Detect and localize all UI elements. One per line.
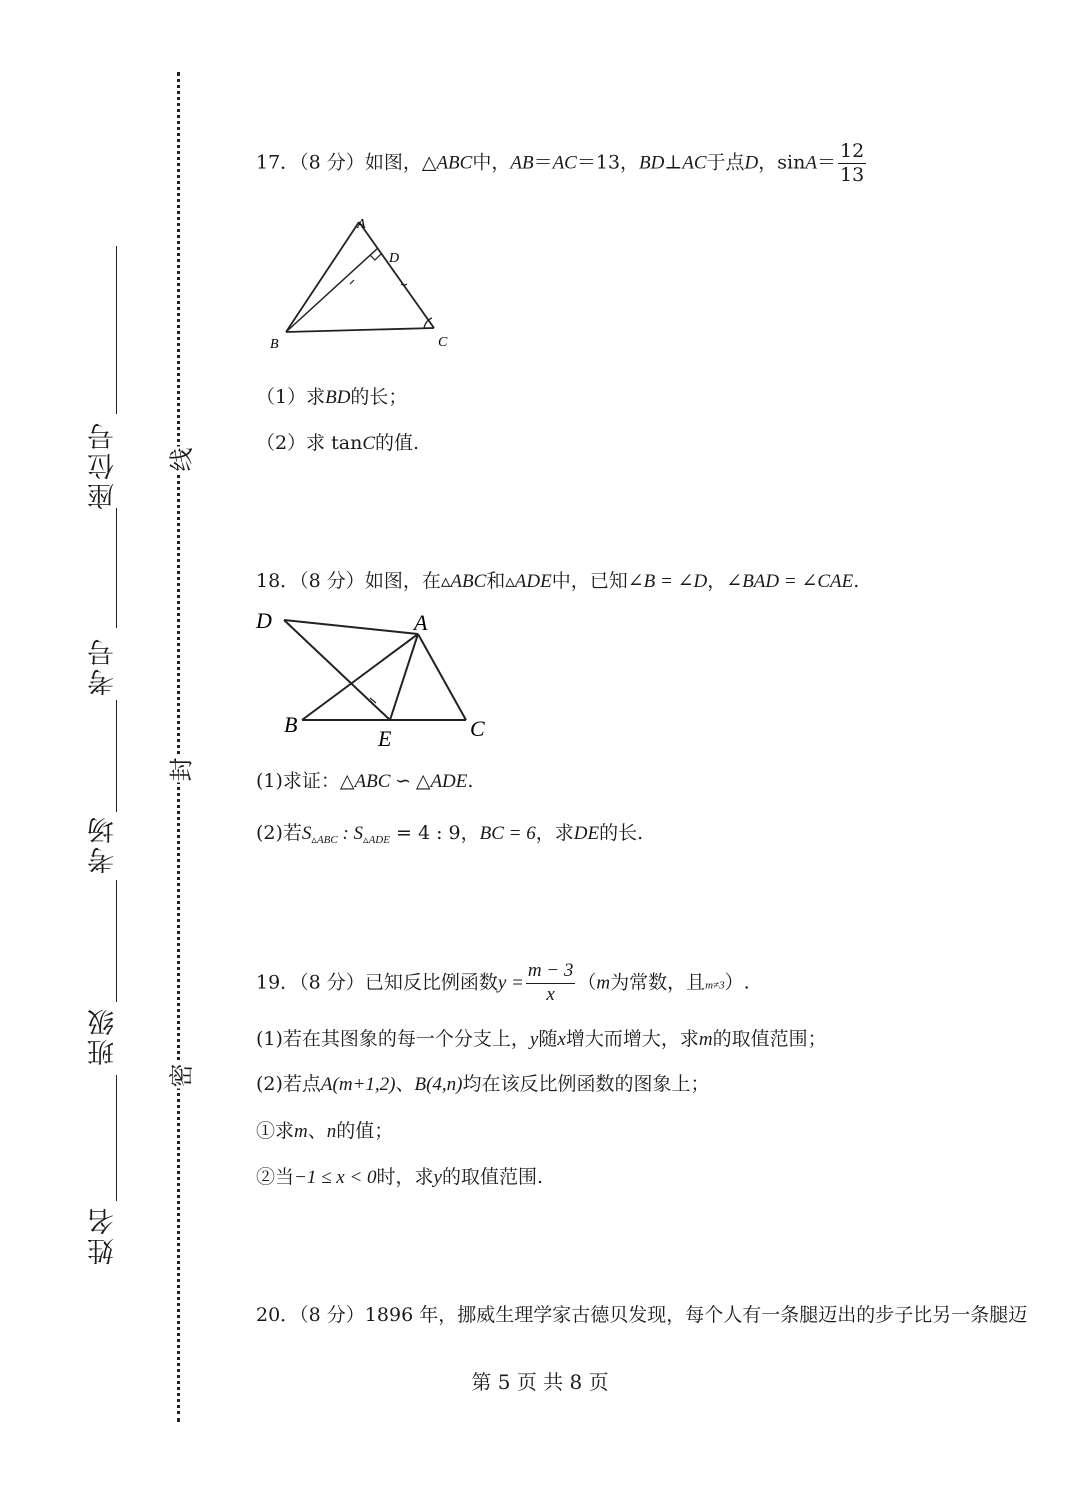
q19-part2: (2)若点A(m+1,2)、B(4,n)均在该反比例函数的图象上； <box>256 1073 710 1095</box>
name-label: 姓名 <box>88 1205 119 1265</box>
q17-label-c: C <box>438 335 448 350</box>
seal-dotted-line <box>177 72 180 1422</box>
q19-fraction: $\frac{m - 3}{x}$ <box>527 960 574 1005</box>
q19-sub2: ②当−1 ≤ x < 0时，求y的取值范围. <box>256 1166 544 1188</box>
info-line-name <box>116 1075 117 1201</box>
q20-stem: 20．（8 分）1896 年，挪威生理学家古德贝发现，每个人有一条腿迈出的步子比另一条腿迈 <box>256 1304 1028 1326</box>
page-footer: 第 5 页 共 8 页 <box>471 1370 609 1394</box>
q17-stem: 17．（8 分）如图，△ABC中，AB＝AC＝13，BD⊥AC于点D，sinA＝ $\frac{12}{13}$ <box>256 140 865 186</box>
q19-sub1: ①求m、n的值； <box>256 1120 394 1142</box>
info-line-exam-room <box>116 700 117 812</box>
q18-part1: (1)求证：△ABC ∽ △ADE. <box>256 770 474 792</box>
info-line-seat <box>116 246 117 414</box>
q18-label-b: B <box>284 712 298 737</box>
q18-label-e: E <box>378 726 392 751</box>
q19-part1: (1)若在其图象的每一个分支上，y随x增大而增大，求m的取值范围； <box>256 1028 827 1050</box>
seal-char-seal: 封 <box>162 757 197 783</box>
q17-label-b: B <box>270 337 279 352</box>
q18-label-c: C <box>470 716 485 741</box>
seat-number-label: 座位号 <box>88 420 119 510</box>
q17-label-a: A <box>357 217 366 232</box>
seal-char-secret: 密 <box>162 1063 197 1089</box>
q18-label-d: D <box>256 608 272 633</box>
q18-label-a: A <box>414 610 428 635</box>
info-line-exam-number <box>116 508 117 628</box>
q18-figure <box>252 604 512 754</box>
seal-char-line: 线 <box>162 447 197 473</box>
class-label: 班级 <box>88 1006 119 1066</box>
q18-stem: 18．（8 分）如图，在▵ABC和▵ADE中，已知∠B = ∠D，∠BAD = ∠CAE. <box>256 570 860 592</box>
q17-part1: （1）求BD的长； <box>256 386 408 408</box>
q18-part2: (2)若$S_{▵ABC}$ : $S_{▵ADE} = 4$ : 9，BC = 6，求DE的长. <box>256 822 644 846</box>
exam-number-label: 考号 <box>88 636 119 696</box>
info-line-class <box>116 880 117 1002</box>
exam-room-label: 考场 <box>88 814 119 874</box>
q17-fraction: $\frac{12}{13}$ <box>839 140 865 186</box>
q19-stem: 19．（8 分）已知反比例函数y = $\frac{m - 3}{x}$ （m为常数，且m≠3）. <box>256 960 750 1005</box>
q17-label-d: D <box>389 251 400 266</box>
q17-part2: （2）求 tanC的值. <box>256 432 420 454</box>
q17-figure <box>262 210 462 360</box>
